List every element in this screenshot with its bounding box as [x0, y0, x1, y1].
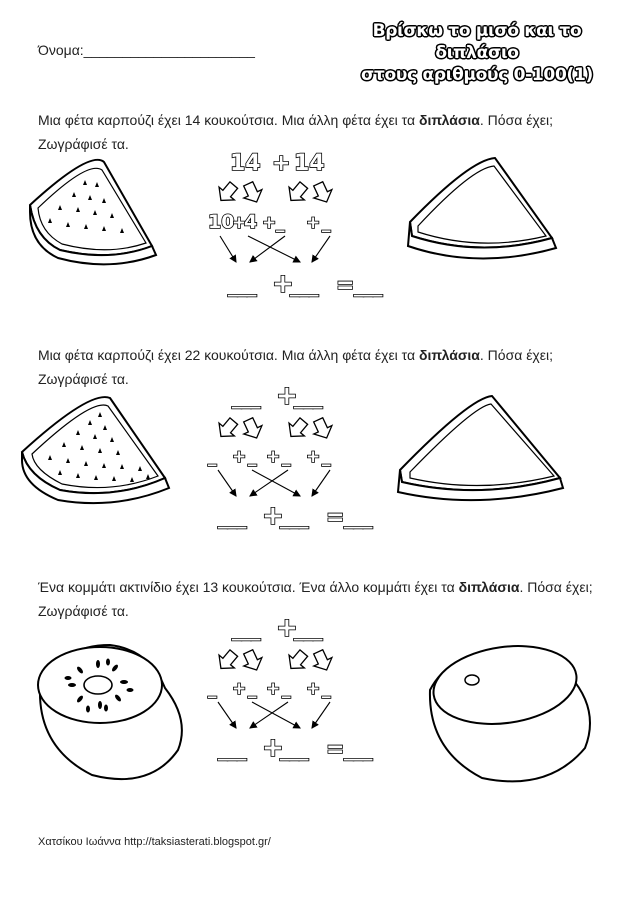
plus-sign: +	[232, 447, 247, 467]
watermelon-slice-empty-1	[408, 158, 556, 259]
plus-sign: +	[306, 447, 321, 467]
plus-sign: +	[276, 613, 298, 643]
split-blank: _	[282, 679, 291, 699]
result-blank: ___	[280, 739, 309, 761]
plus-sign: +	[272, 151, 291, 176]
split-blank: _	[208, 679, 217, 699]
split-blank: _	[282, 447, 291, 467]
plus-sign: +	[232, 679, 247, 699]
plus-sign: +	[306, 213, 321, 233]
addend-blank: ___	[294, 619, 323, 641]
split-blank: _	[322, 447, 331, 467]
addend-2: 14	[294, 151, 325, 176]
kiwi-half-with-seeds	[38, 645, 182, 779]
doubling-diagram-3	[208, 613, 373, 763]
equals-sign: =	[326, 737, 345, 762]
title-line-2: στους αριθμούς 0-100(1)	[361, 65, 593, 85]
watermelon-slice-empty-2	[398, 396, 563, 500]
result-blank: ___	[218, 507, 247, 529]
addend-blank: ___	[232, 387, 261, 409]
question-1-text: Μια φέτα καρπούζι έχει 14 κουκούτσια. Μια άλλη φέτα έχει τα διπλάσια. Πόσα έχει; Ζωγράφισέ τα.	[38, 112, 554, 152]
watermelon-slice-with-seeds-2	[22, 397, 169, 503]
plus-sign: +	[276, 381, 298, 411]
split-tens-1: 10	[208, 211, 235, 233]
doubling-diagram-2	[208, 381, 373, 531]
result-blank: ___	[344, 739, 373, 761]
plus-sign: +	[232, 213, 247, 233]
author-credit: Χατσίκου Ιωάννα http://taksiasterati.blogspot.gr/	[38, 836, 271, 848]
plus-sign: +	[262, 733, 284, 763]
result-blank: ___	[290, 275, 319, 297]
equals-sign: =	[326, 505, 345, 530]
question-3-text: Ένα κομμάτι ακτινίδιο έχει 13 κουκούτσια. Ένα άλλο κομμάτι έχει τα διπλάσια. Πόσα έχει; Ζωγράφισέ τα.	[38, 579, 593, 619]
watermelon-slice-with-seeds-1	[30, 160, 156, 264]
plus-sign: +	[266, 447, 281, 467]
plus-sign: +	[262, 501, 284, 531]
question-2-text: Μια φέτα καρπούζι έχει 22 κουκούτσια. Μια άλλη φέτα έχει τα διπλάσια. Πόσα έχει; Ζωγράφισέ τα.	[38, 347, 554, 387]
result-blank: ___	[218, 739, 247, 761]
plus-sign: +	[306, 679, 321, 699]
result-blank: ___	[354, 275, 383, 297]
name-field-label: Όνομα:______________________	[38, 42, 255, 58]
result-blank: ___	[228, 275, 257, 297]
result-blank: ___	[344, 507, 373, 529]
split-blank: _	[248, 447, 257, 467]
split-ones-1: 4	[244, 211, 258, 233]
doubling-diagram-1	[208, 151, 383, 299]
addend-blank: ___	[232, 619, 261, 641]
addend-1: 14	[230, 151, 261, 176]
plus-sign: +	[262, 213, 277, 233]
addend-blank: ___	[294, 387, 323, 409]
split-blank: _	[276, 213, 285, 233]
plus-sign: +	[266, 679, 281, 699]
result-blank: ___	[280, 507, 309, 529]
split-blank: _	[248, 679, 257, 699]
equals-sign: =	[336, 273, 355, 298]
split-blank: _	[322, 213, 331, 233]
split-blank: _	[322, 679, 331, 699]
plus-sign: +	[272, 269, 294, 299]
title-line-1: Βρίσκω το μισό και το διπλάσιο	[372, 21, 582, 63]
kiwi-half-empty	[428, 637, 590, 781]
split-blank: _	[208, 447, 217, 467]
